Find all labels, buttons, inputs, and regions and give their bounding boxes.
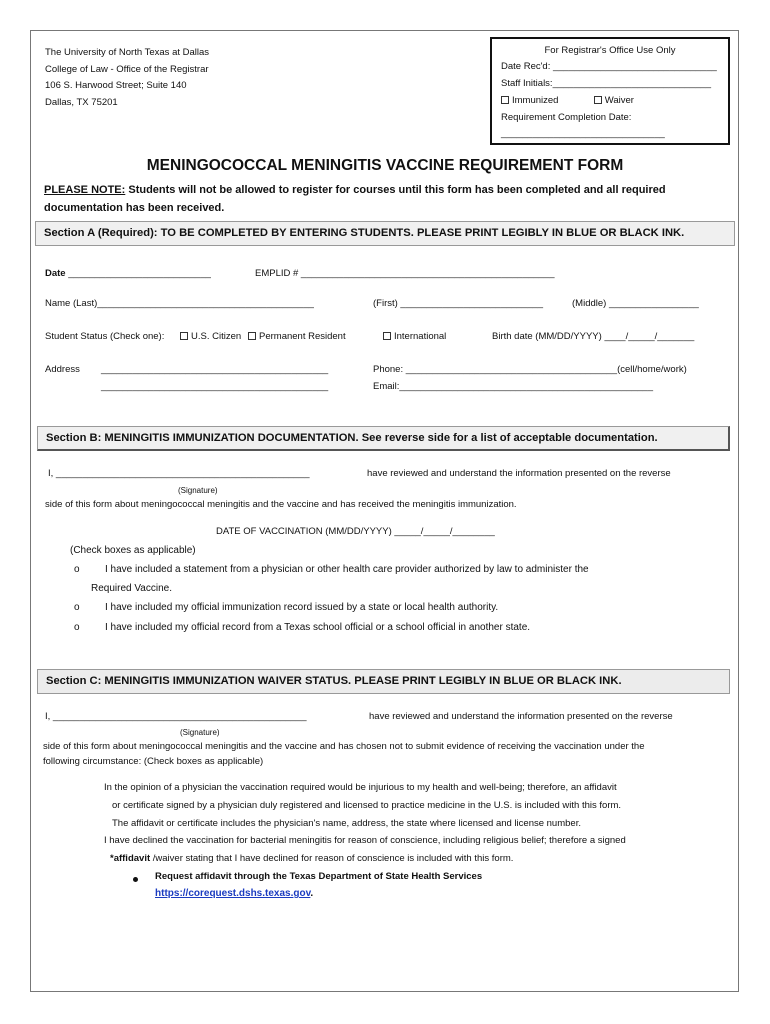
address-line-4: Dallas, TX 75201 — [45, 96, 118, 108]
vaccination-date-field[interactable]: DATE OF VACCINATION (MM/DD/YYYY) _____/_____/________ — [216, 526, 495, 537]
permanent-resident-checkbox[interactable] — [248, 332, 256, 340]
option-2-text: I have included my official immunization record issued by a state or local health authority. — [105, 602, 499, 613]
section-c-signature-field[interactable]: I, ________________________________________________ — [45, 711, 307, 722]
option-2-marker[interactable]: o — [74, 602, 80, 613]
section-a-header: Section A (Required): TO BE COMPLETED BY ENTERING STUDENTS. PLEASE PRINT LEGIBLY IN BLUE OR BLACK INK. — [35, 221, 735, 246]
section-b-header: Section B: MENINGITIS IMMUNIZATION DOCUMENTATION. See reverse side for a list of acceptable documentation. — [37, 426, 730, 451]
option-3-marker[interactable]: o — [74, 622, 80, 633]
please-note — [44, 181, 734, 217]
section-b-side-text: side of this form about meningococcal meningitis and the vaccine and has received the meningitis immunization. — [45, 499, 517, 510]
staff-initials-field[interactable]: Staff Initials:______________________________ — [501, 78, 712, 89]
address-line-1: The University of North Texas at Dallas — [45, 47, 210, 58]
corequest-link[interactable]: https://corequest.dshs.texas.gov — [155, 888, 311, 899]
please-note-label: PLEASE NOTE: — [44, 184, 126, 196]
emplid-field[interactable]: EMPLID # ________________________________________________ — [255, 268, 555, 279]
waiver-label: Waiver — [604, 95, 634, 106]
please-note-text: Students will not be allowed to register for courses until this form has been completed and all required documentation has been received. — [44, 184, 666, 214]
conscience-exemption-text: I have declined the vaccination for bacterial meningitis for reason of conscience, including religious belief; therefore a signed — [104, 835, 626, 846]
permanent-resident-label: Permanent Resident — [259, 331, 346, 342]
date-received-field[interactable]: Date Rec'd: _______________________________ — [501, 61, 717, 72]
affidavit-label: *affidavit — [110, 853, 151, 864]
address-field-2[interactable]: ___________________________________________ — [101, 381, 329, 392]
medical-exemption-text-3: The affidavit or certificate includes the physician's name, address, the state where licensed and license number. — [112, 818, 581, 829]
section-b-signature-caption: (Signature) — [178, 486, 218, 495]
section-b-reviewed-text: have reviewed and understand the information presented on the reverse — [367, 468, 671, 479]
check-boxes-note: (Check boxes as applicable) — [70, 545, 196, 556]
requirement-completion-label: Requirement Completion Date: — [501, 112, 632, 123]
registrar-office-box — [490, 37, 730, 145]
us-citizen-checkbox[interactable] — [180, 332, 188, 340]
option-3-text: I have included my official record from a Texas school official or a school official in another state. — [105, 622, 531, 633]
request-affidavit-text: Request affidavit through the Texas Department of State Health Services — [155, 871, 483, 882]
name-last-field[interactable]: Name (Last)_________________________________________ — [45, 298, 314, 309]
name-first-field[interactable]: (First) ___________________________ — [373, 298, 544, 309]
immunized-label: Immunized — [512, 95, 559, 106]
student-status-label: Student Status (Check one): — [45, 331, 165, 342]
section-c-signature-caption: (Signature) — [180, 728, 220, 737]
date-field[interactable]: ___________________________ — [68, 268, 211, 279]
affidavit-text: /waiver stating that I have declined for reason of conscience is included with this form. — [150, 853, 514, 864]
phone-field[interactable]: Phone: ________________________________________(cell/home/work) — [373, 364, 687, 375]
international-checkbox[interactable] — [383, 332, 391, 340]
address-label: Address — [45, 364, 80, 375]
us-citizen-label: U.S. Citizen — [191, 331, 242, 342]
name-middle-field[interactable]: (Middle) _________________ — [572, 298, 699, 309]
section-c-reviewed-text: have reviewed and understand the information presented on the reverse — [369, 711, 673, 722]
option-1-text: I have included a statement from a physician or other health care provider authorized by law to administer the — [105, 564, 589, 575]
waiver-checkbox[interactable] — [594, 96, 602, 104]
form-title: MENINGOCOCCAL MENINGITIS VACCINE REQUIREMENT FORM — [146, 157, 624, 174]
address-field-1[interactable]: ___________________________________________ — [101, 364, 329, 375]
option-1-marker[interactable]: o — [74, 564, 80, 575]
office-box-title: For Registrar's Office Use Only — [544, 45, 676, 56]
address-line-2: College of Law - Office of the Registrar — [45, 63, 209, 75]
section-c-side-text-1: side of this form about meningococcal meningitis and the vaccine and has chosen not to submit evidence of receiving the vaccination under the — [43, 741, 645, 752]
requirement-completion-field[interactable]: _______________________________ — [501, 128, 665, 139]
link-period: . — [310, 888, 314, 899]
registrar-address — [45, 45, 209, 111]
medical-exemption-text-2: or certificate signed by a physician duly registered and licensed to practice medicine in the U.S. is included with this form. — [112, 800, 622, 811]
immunized-checkbox[interactable] — [501, 96, 509, 104]
medical-exemption-text-1: In the opinion of a physician the vaccination required would be injurious to my health and well-being; therefore, an affidavit — [104, 782, 617, 793]
international-label: International — [394, 331, 447, 342]
date-label: Date — [45, 268, 66, 279]
bullet-icon — [133, 871, 138, 889]
address-line-3: 106 S. Harwood Street; Suite 140 — [45, 80, 187, 91]
birth-date-field[interactable]: Birth date (MM/DD/YYYY) ____/_____/_______ — [492, 331, 695, 342]
option-1-text-cont: Required Vaccine. — [91, 583, 172, 594]
section-c-side-text-2: following circumstance: (Check boxes as applicable) — [43, 756, 264, 767]
section-c-header: Section C: MENINGITIS IMMUNIZATION WAIVER STATUS. PLEASE PRINT LEGIBLY IN BLUE OR BLACK INK. — [37, 669, 730, 694]
email-field[interactable]: Email:________________________________________________ — [373, 381, 653, 392]
section-b-signature-field[interactable]: I, ________________________________________________ — [48, 468, 310, 479]
